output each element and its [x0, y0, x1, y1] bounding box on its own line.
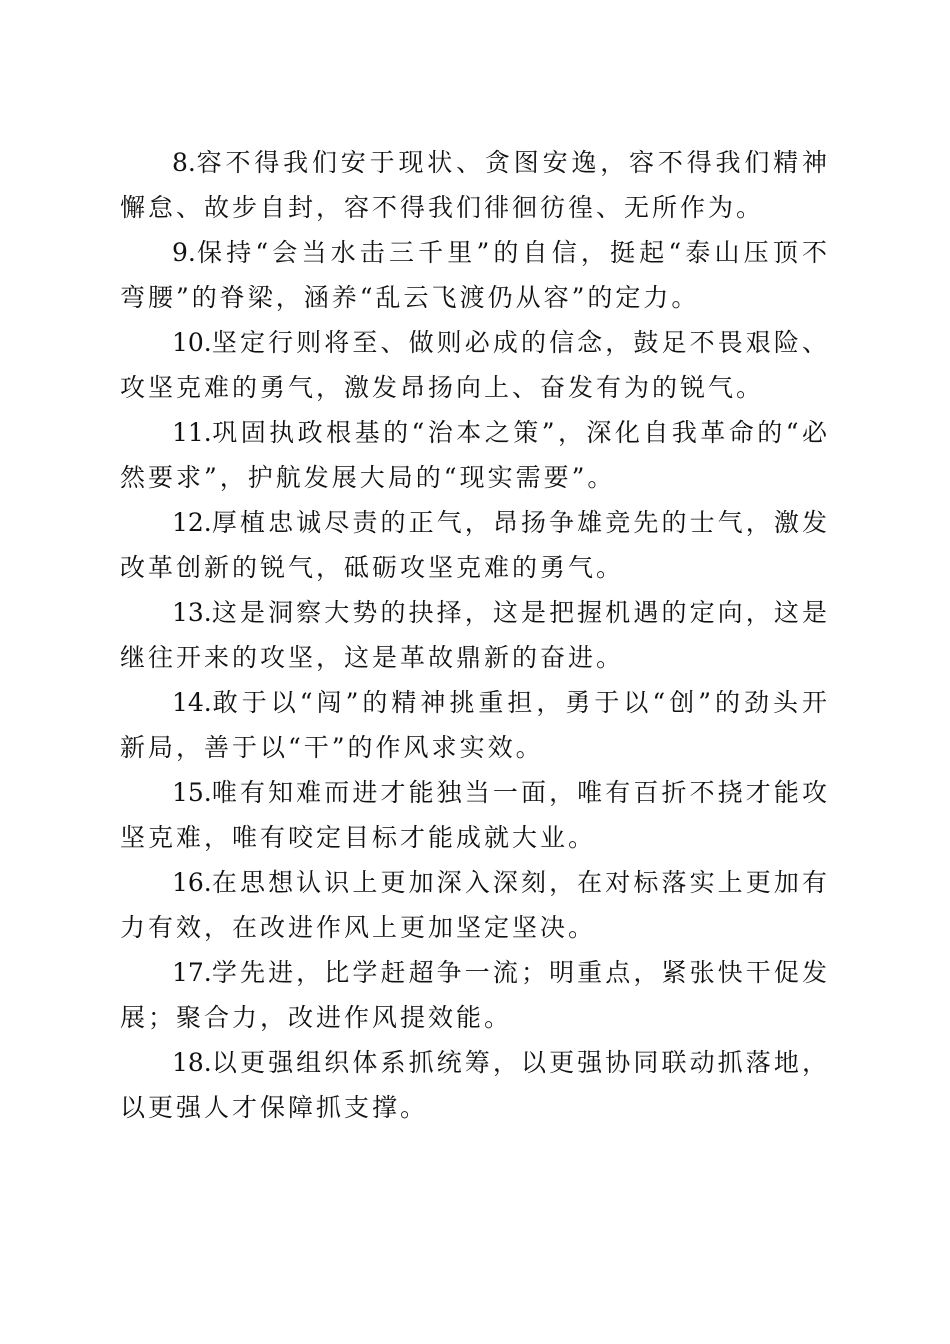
paragraph-14 — [120, 680, 830, 770]
paragraph-text: 以更强组织体系抓统筹，以更强协同联动抓落地，以更强人才保障抓支撑。 — [120, 1048, 830, 1122]
paragraph-text: 厚植忠诚尽责的正气，昂扬争雄竞先的士气，激发改革创新的锐气，砥砺攻坚克难的勇气。 — [120, 508, 830, 582]
document-body — [120, 140, 830, 1130]
paragraph-12 — [120, 500, 830, 590]
paragraph-number: 14. — [172, 688, 212, 717]
paragraph-18 — [120, 1040, 830, 1130]
paragraph-8 — [120, 140, 830, 230]
paragraph-11 — [120, 410, 830, 500]
paragraph-text: 学先进，比学赶超争一流；明重点，紧张快干促发展；聚合力，改进作风提效能。 — [120, 958, 830, 1032]
paragraph-number: 18. — [172, 1048, 212, 1077]
paragraph-number: 8. — [172, 148, 196, 177]
paragraph-text: 容不得我们安于现状、贪图安逸，容不得我们精神懈怠、故步自封，容不得我们徘徊彷徨、无所作为。 — [120, 148, 830, 222]
paragraph-text: 唯有知难而进才能独当一面，唯有百折不挠才能攻坚克难，唯有咬定目标才能成就大业。 — [120, 778, 830, 852]
paragraph-13 — [120, 590, 830, 680]
paragraph-number: 12. — [172, 508, 212, 537]
paragraph-text: 坚定行则将至、做则必成的信念，鼓足不畏艰险、攻坚克难的勇气，激发昂扬向上、奋发有为的锐气。 — [120, 328, 830, 402]
paragraph-15 — [120, 770, 830, 860]
paragraph-number: 11. — [172, 418, 212, 447]
paragraph-17 — [120, 950, 830, 1040]
paragraph-number: 10. — [172, 328, 212, 357]
paragraph-text: 敢于以“闯”的精神挑重担，勇于以“创”的劲头开新局，善于以“干”的作风求实效。 — [120, 688, 830, 762]
paragraph-text: 保持“会当水击三千里”的自信，挺起“泰山压顶不弯腰”的脊梁，涵养“乱云飞渡仍从容”的定力。 — [120, 238, 830, 312]
paragraph-9 — [120, 230, 830, 320]
paragraph-number: 16. — [172, 868, 212, 897]
paragraph-number: 15. — [172, 778, 212, 807]
paragraph-text: 巩固执政根基的“治本之策”，深化自我革命的“必然要求”，护航发展大局的“现实需要”。 — [120, 418, 830, 492]
paragraph-text: 这是洞察大势的抉择，这是把握机遇的定向，这是继往开来的攻坚，这是革故鼎新的奋进。 — [120, 598, 830, 672]
paragraph-text: 在思想认识上更加深入深刻，在对标落实上更加有力有效，在改进作风上更加坚定坚决。 — [120, 868, 830, 942]
paragraph-number: 13. — [172, 598, 212, 627]
paragraph-number: 9. — [172, 238, 196, 267]
paragraph-16 — [120, 860, 830, 950]
paragraph-number: 17. — [172, 958, 212, 987]
paragraph-10 — [120, 320, 830, 410]
